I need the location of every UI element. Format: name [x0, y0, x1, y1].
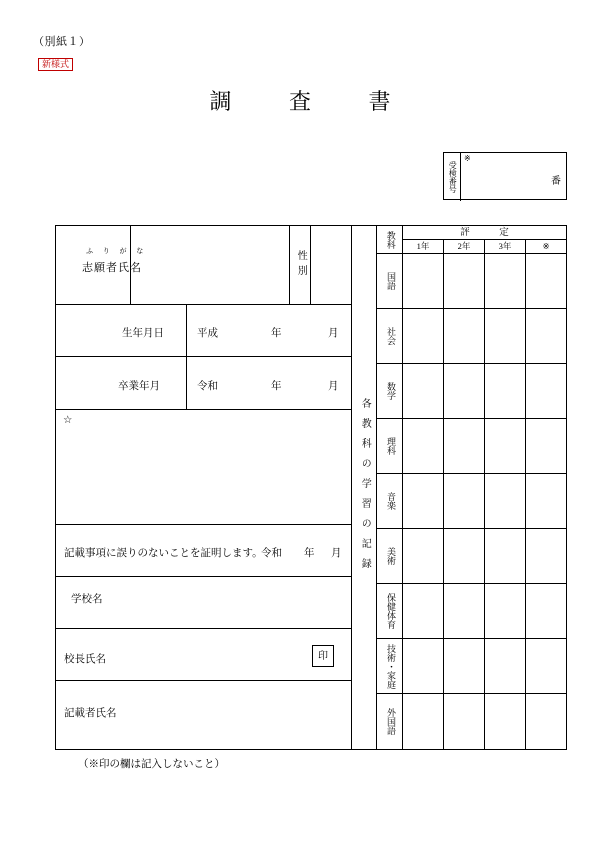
school-name-row — [56, 577, 351, 629]
subject-cell — [377, 254, 403, 309]
receipt-asterisk: ※ — [464, 154, 471, 163]
rating-subheader-row — [403, 240, 566, 254]
grad-era: 令和 — [197, 381, 218, 392]
subject-name: 技術・家庭 — [385, 643, 396, 689]
grade-cell[interactable] — [403, 584, 444, 638]
grade-row — [403, 694, 566, 749]
birthdate-row — [56, 305, 351, 357]
page-title: 調 査 書 — [209, 89, 417, 114]
grades-block — [352, 226, 566, 749]
school-name-label: 学校名 — [71, 594, 103, 605]
grade-cell[interactable] — [526, 474, 566, 528]
subject-name: 美術 — [385, 547, 396, 565]
grade-cell[interactable] — [444, 584, 485, 638]
grade-cell[interactable] — [403, 694, 444, 749]
furigana-label: ふ り が な — [86, 247, 148, 255]
grade-row — [403, 364, 566, 419]
subject-cell — [377, 694, 403, 749]
sex-label-cell: 性別 — [289, 226, 311, 304]
grade-cell[interactable] — [444, 364, 485, 418]
grade-cell[interactable] — [444, 254, 485, 308]
subject-name: 国語 — [385, 272, 396, 290]
grade-cell[interactable] — [444, 419, 485, 473]
subject-cell — [377, 529, 403, 584]
subject-name: 社会 — [385, 327, 396, 345]
certify-era: 令和 — [261, 548, 282, 559]
grade-cell[interactable] — [403, 529, 444, 583]
subject-name: 保健体育 — [385, 593, 396, 629]
graduation-row — [56, 357, 351, 410]
certify-month-unit: 月 — [331, 548, 342, 559]
birth-month-unit: 月 — [328, 328, 339, 339]
main-form-frame — [55, 225, 567, 750]
grade-row — [403, 639, 566, 694]
grades-spine-label: 各教科の学習の記録 — [352, 226, 377, 749]
grade-row — [403, 584, 566, 639]
rating-col-2: 2年 — [444, 240, 485, 253]
birth-era: 平成 — [197, 328, 218, 339]
rating-col-1: 1年 — [403, 240, 444, 253]
grade-cell[interactable] — [526, 639, 566, 693]
grade-cell[interactable] — [485, 529, 526, 583]
subject-column — [377, 226, 403, 749]
grade-cell[interactable] — [526, 694, 566, 749]
subject-name: 数学 — [385, 382, 396, 400]
grade-cell[interactable] — [485, 254, 526, 308]
rating-col-3: 3年 — [485, 240, 526, 253]
certify-year-unit: 年 — [304, 548, 315, 559]
grade-row — [403, 529, 566, 584]
birthdate-label: 生年月日 — [122, 328, 164, 339]
grade-cell[interactable] — [403, 474, 444, 528]
grades-table — [377, 226, 566, 749]
grade-cell[interactable] — [444, 309, 485, 363]
grade-cell[interactable] — [485, 639, 526, 693]
principal-name-row — [56, 629, 351, 681]
birthdate-divider — [186, 305, 187, 356]
subject-name: 理科 — [385, 437, 396, 455]
grade-cell[interactable] — [403, 639, 444, 693]
grade-cell[interactable] — [403, 309, 444, 363]
receipt-number-label: 受検番号 — [444, 153, 461, 201]
subject-cell — [377, 474, 403, 529]
grade-cell[interactable] — [485, 474, 526, 528]
grade-cell[interactable] — [526, 309, 566, 363]
grade-cell[interactable] — [444, 529, 485, 583]
subject-cell — [377, 419, 403, 474]
footer-note: （※印の欄は記入しないこと） — [78, 759, 225, 770]
grade-row — [403, 474, 566, 529]
receipt-suffix: 番 — [551, 176, 561, 187]
grade-cell[interactable] — [403, 254, 444, 308]
graduation-divider — [186, 357, 187, 409]
birth-year-unit: 年 — [271, 328, 282, 339]
grade-cell[interactable] — [526, 529, 566, 583]
grade-cell[interactable] — [403, 364, 444, 418]
subject-cell — [377, 639, 403, 694]
name-divider — [130, 226, 131, 305]
grade-cell[interactable] — [526, 584, 566, 638]
subject-column-header: 教科 — [377, 226, 403, 254]
grade-cell[interactable] — [444, 694, 485, 749]
star-mark: ☆ — [63, 415, 73, 426]
subject-name: 音楽 — [385, 492, 396, 510]
grad-year-unit: 年 — [271, 381, 282, 392]
certify-text: 記載事項に誤りのないことを証明します。 — [64, 548, 263, 559]
writer-name-label: 記載者氏名 — [64, 708, 117, 719]
grade-row — [403, 254, 566, 309]
grade-cell[interactable] — [526, 254, 566, 308]
grade-cell[interactable] — [444, 639, 485, 693]
grade-cell[interactable] — [485, 584, 526, 638]
grade-cell[interactable] — [485, 309, 526, 363]
grade-cell[interactable] — [485, 694, 526, 749]
remarks-row — [56, 410, 351, 525]
graduation-label: 卒業年月 — [118, 381, 160, 392]
writer-name-row — [56, 681, 351, 749]
subject-cell — [377, 364, 403, 419]
rating-header: 評 定 — [403, 226, 566, 240]
grade-cell[interactable] — [526, 364, 566, 418]
grade-cell[interactable] — [485, 364, 526, 418]
subject-cell — [377, 309, 403, 364]
principal-name-label: 校長氏名 — [64, 654, 106, 665]
grade-cell[interactable] — [403, 419, 444, 473]
subject-cell — [377, 584, 403, 639]
rating-col-4: ※ — [542, 241, 550, 251]
appendix-label: （別紙１） — [33, 36, 91, 48]
grade-row — [403, 419, 566, 474]
grade-cell[interactable] — [485, 419, 526, 473]
new-style-badge: 新様式 — [38, 58, 73, 71]
certification-row — [56, 525, 351, 577]
grade-cell[interactable] — [526, 419, 566, 473]
seal-box: 印 — [312, 645, 334, 667]
grade-row — [403, 309, 566, 364]
grade-cell[interactable] — [444, 474, 485, 528]
left-info-block — [56, 226, 352, 749]
receipt-number-box — [443, 152, 567, 200]
applicant-name-row — [56, 226, 351, 305]
subject-name: 外国語 — [385, 708, 396, 735]
applicant-name-label: 志願者氏名 — [82, 262, 142, 274]
grad-month-unit: 月 — [328, 381, 339, 392]
